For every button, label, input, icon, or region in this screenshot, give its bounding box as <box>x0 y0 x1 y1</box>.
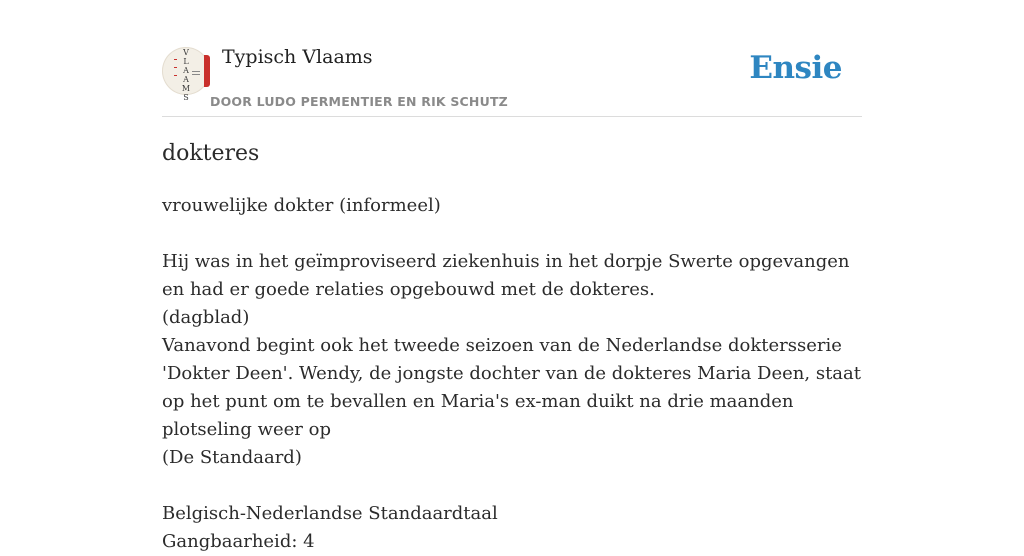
ensie-logo[interactable]: Ensie <box>749 50 842 86</box>
example-text: Vanavond begint ook het tweede seizoen van de Nederlandse doktersserie 'Dokter Deen'. Wendy, de jongste dochter van de dokteres Maria Deen, staat op het punt om te bevallen en Maria's ex-man duikt na drie maanden plotseling weer op <box>162 335 861 440</box>
avatar-decor-line <box>174 75 177 76</box>
avatar-decor-line <box>174 67 177 68</box>
entry-definition: vrouwelijke dokter (informeel) <box>162 195 441 216</box>
example-text: Hij was in het geïmproviseerd ziekenhuis in het dorpje Swerte opgevangen en had er goede relaties opgebouwd met de dokteres. <box>162 251 850 300</box>
entry-content <box>162 138 862 556</box>
example-source: (dagblad) <box>162 307 250 328</box>
site-title[interactable]: Typisch Vlaams <box>222 46 373 68</box>
avatar-decor-line <box>192 71 200 72</box>
book-cover-avatar[interactable] <box>162 47 210 102</box>
example-source: (De Standaard) <box>162 447 302 468</box>
avatar-decor-line <box>174 59 177 60</box>
avatar-decor-line <box>192 74 200 75</box>
usage-label: Gangbaarheid: 4 <box>162 531 315 552</box>
entry-term: dokteres <box>162 141 260 166</box>
language-label: Belgisch-Nederlandse Standaardtaal <box>162 503 498 524</box>
avatar-letters: V L A A M S <box>181 48 191 102</box>
author-byline: DOOR LUDO PERMENTIER EN RIK SCHUTZ <box>210 94 508 109</box>
spacer <box>162 472 862 500</box>
avatar-spine <box>204 55 210 87</box>
header <box>162 44 862 117</box>
spacer <box>162 220 862 248</box>
